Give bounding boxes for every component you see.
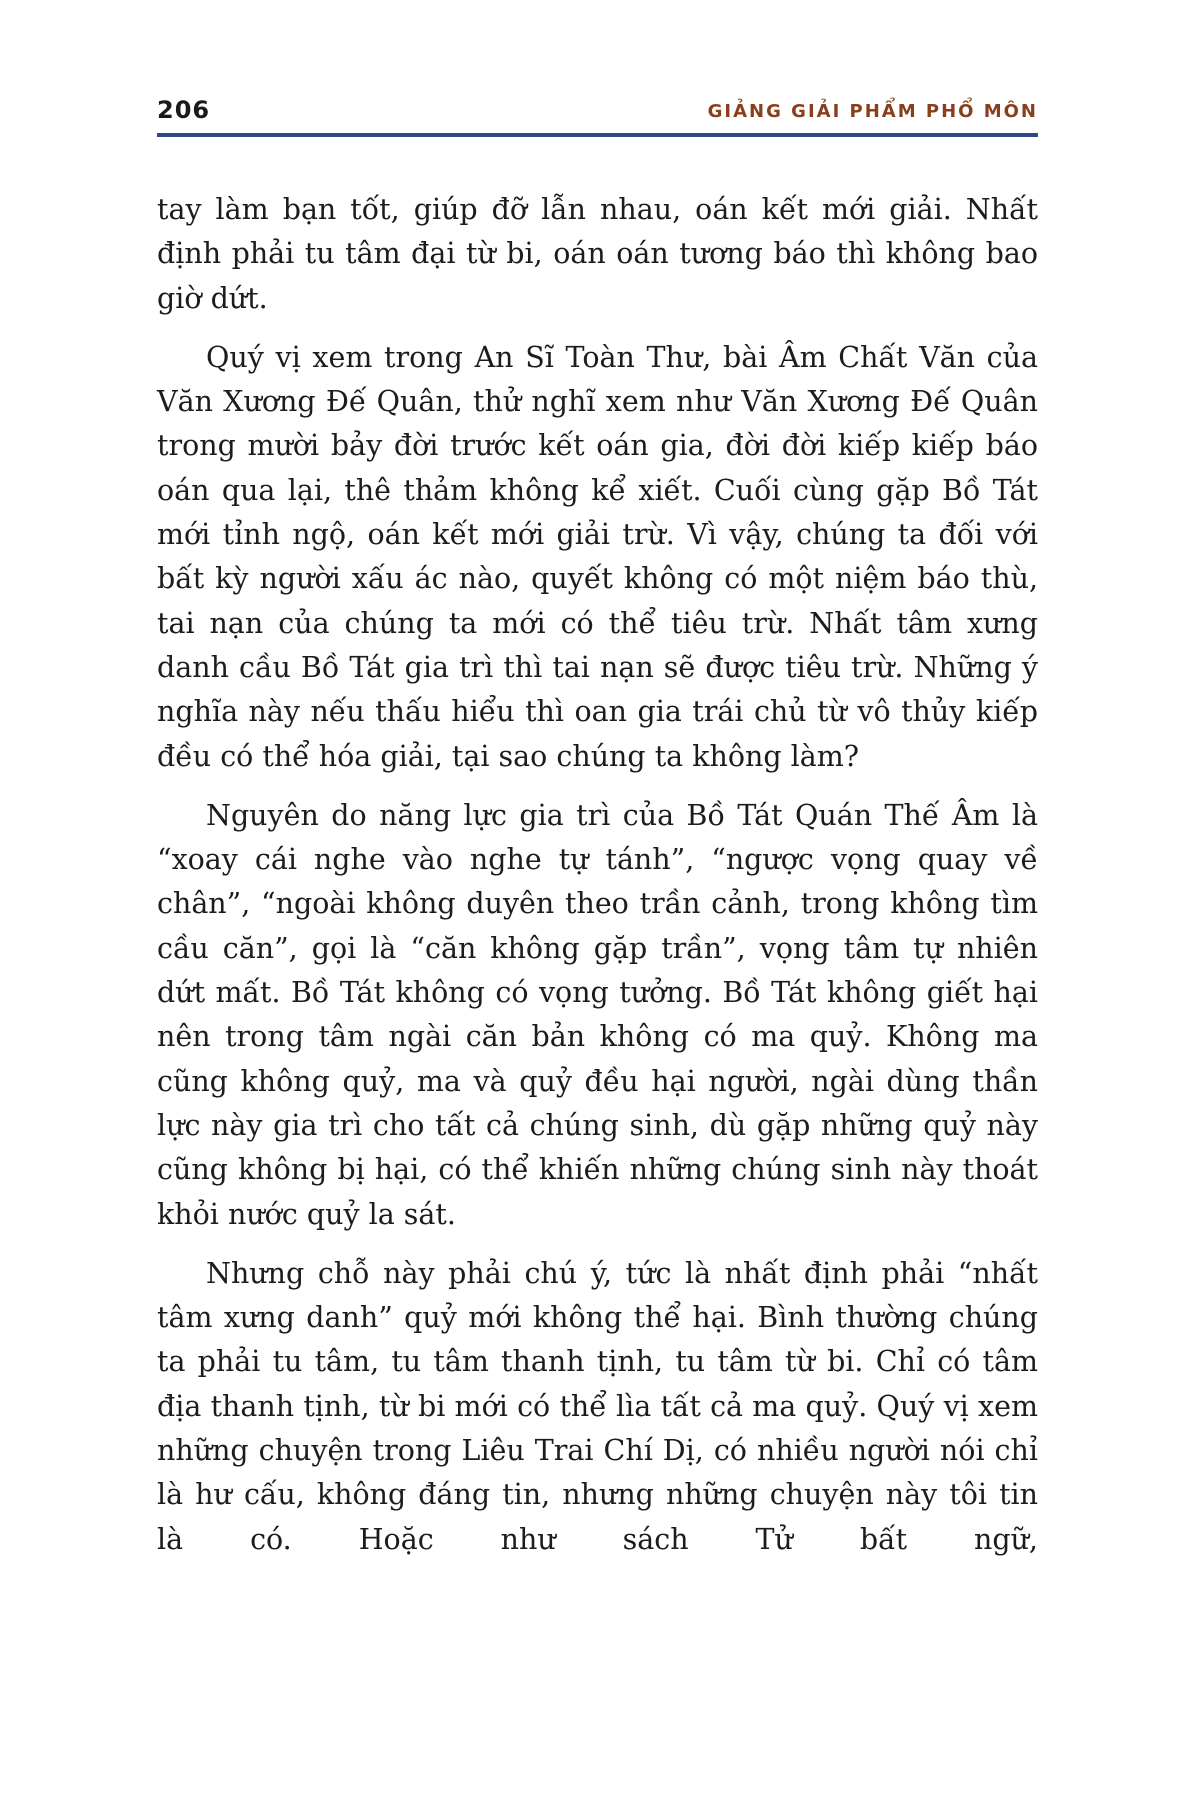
header-rule-divider xyxy=(157,133,1038,137)
page-number: 206 xyxy=(157,96,211,124)
running-header xyxy=(157,94,1038,128)
paragraph-4: Nhưng chỗ này phải chú ý, tức là nhất định phải “nhất tâm xưng danh” quỷ mới không thể hại. Bình thường chúng ta phải tu tâm, tu tâm thanh tịnh, tu tâm từ bi. Chỉ có tâm địa thanh tịnh, từ bi mới có thể lìa tất cả ma quỷ. Quý vị xem những chuyện trong Liêu Trai Chí Dị, có nhiều người nói chỉ là hư cấu, không đáng tin, nhưng những chuyện này tôi tin là có. Hoặc như sách Tử bất ngữ, xyxy=(157,1256,1038,1556)
paragraph-3: Nguyên do năng lực gia trì của Bồ Tát Quán Thế Âm là “xoay cái nghe vào nghe tự tánh”, “ngược vọng quay về chân”, “ngoài không duyên theo trần cảnh, trong không tìm cầu căn”, gọi là “căn không gặp trần”, vọng tâm tự nhiên dứt mất. Bồ Tát không có vọng tưởng. Bồ Tát không giết hại nên trong tâm ngài căn bản không có ma quỷ. Không ma cũng không quỷ, ma và quỷ đều hại người, ngài dùng thần lực này gia trì cho tất cả chúng sinh, dù gặp những quỷ này cũng không bị hại, có thể khiến những chúng sinh này thoát khỏi nước quỷ la sát. xyxy=(157,798,1038,1231)
paragraph-1: tay làm bạn tốt, giúp đỡ lẫn nhau, oán kết mới giải. Nhất định phải tu tâm đại từ bi, oán oán tương báo thì không bao giờ dứt. xyxy=(157,193,1038,315)
paragraph-2: Quý vị xem trong An Sĩ Toàn Thư, bài Âm Chất Văn của Văn Xương Đế Quân, thử nghĩ xem như Văn Xương Đế Quân trong mười bảy đời trước kết oán gia, đời đời kiếp kiếp báo oán qua lại, thê thảm không kể xiết. Cuối cùng gặp Bồ Tát mới tỉnh ngộ, oán kết mới giải trừ. Vì vậy, chúng ta đối với bất kỳ người xấu ác nào, quyết không có một niệm báo thù, tai nạn của chúng ta mới có thể tiêu trừ. Nhất tâm xưng danh cầu Bồ Tát gia trì thì tai nạn sẽ được tiêu trừ. Những ý nghĩa này nếu thấu hiểu thì oan gia trái chủ từ vô thủy kiếp đều có thể hóa giải, tại sao chúng ta không làm? xyxy=(157,340,1038,773)
book-title: GIẢNG GIẢI PHẨM PHỔ MÔN xyxy=(707,101,1038,122)
body-text xyxy=(157,188,1038,1577)
